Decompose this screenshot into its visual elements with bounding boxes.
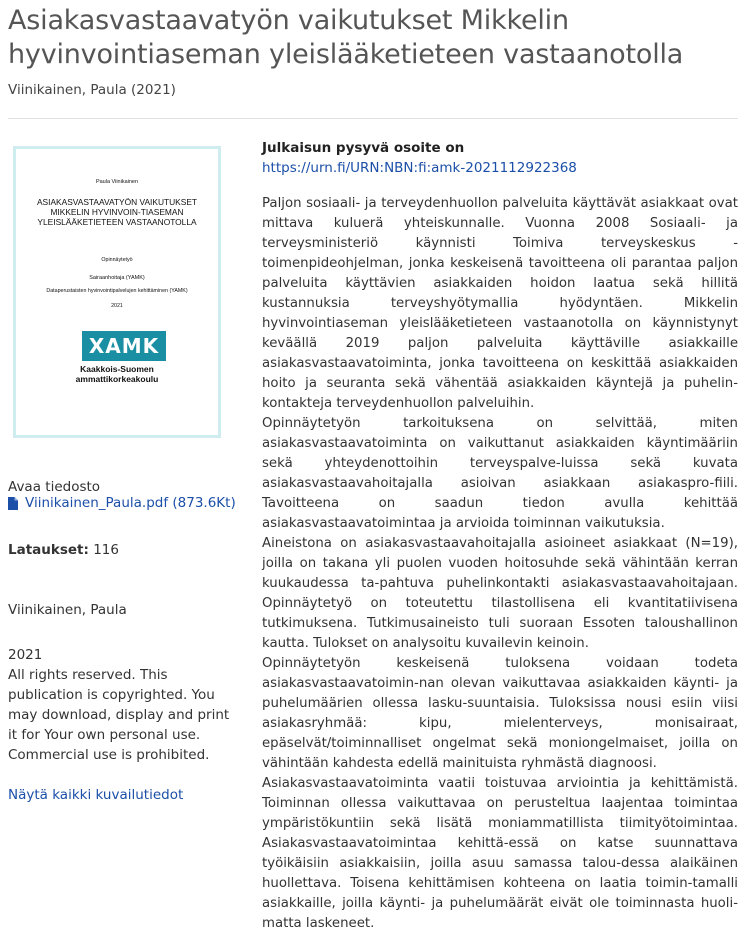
thumbnail-year: 2021 [111, 303, 123, 309]
permanent-url-link[interactable]: https://urn.fi/URN:NBN:fi:amk-2021112922368 [262, 160, 577, 176]
file-download-row[interactable] [8, 495, 236, 511]
permanent-address-label: Julkaisun pysyvä osoite on [262, 140, 465, 156]
abstract-paragraph: Aineistona on asiakasvastaavahoitajalla asioineet asiakkaat (N=19), joilla on takana yli puolen vuoden hoitosuhde sekä vähintään kerran kuukaudessa ta-pahtuva puhelinkontakti asiakasvastaavahoitajaan. Opinnäytetyö on toteutettu tilastollisena eli kvantitatiivisena tutkimuksena. Tutkimusaineisto tuli suoraan Essoten taloushallinon kautta. Tulokset on analysoitu kuvailevin keinoin. [262, 536, 738, 651]
logo-subtitle-2: ammattikorkeakoulu [75, 374, 159, 384]
show-all-metadata-link[interactable]: Näytä kaikki kuvailutiedot [8, 787, 184, 803]
page-title: Asiakasvastaavatyön vaikutukset Mikkelin hyvinvointiaseman yleislääketieteen vastaanotolla [8, 5, 684, 70]
open-file-label: Avaa tiedosto [8, 479, 101, 495]
downloads-label: Lataukset: [8, 542, 89, 558]
thumbnail-degree: Sairaanhoitaja (YAMK) [89, 275, 145, 281]
downloads-count [8, 540, 119, 560]
xamk-logo [82, 331, 166, 361]
sidebar-author: Viinikainen, Paula [8, 602, 127, 618]
downloads-value: 116 [93, 542, 119, 558]
logo-text: XAMK [88, 334, 160, 358]
abstract-paragraph: Opinnäytetyön keskeisenä tuloksena voidaan todeta asiakasvastaavatoimin-nan olevan vaikuttavaa asiakkaiden käynti- ja puhelumäärien ollessa lasku-suuntaisia. Tuloksissa nousi esiin viisi asiakasryhmää: kipu, mielenterveys, monisairaat, epäselvät/toiminnalliset ongelmat sekä moniongelmaiset, joilla on vähintään kahdesta edellä mainituista ryhmästä diagnoosi. [262, 656, 738, 771]
file-download-link[interactable]: Viinikainen_Paula.pdf (873.6Kt) [25, 495, 236, 511]
author-year-line: Viinikainen, Paula (2021) [8, 82, 176, 98]
divider [8, 118, 738, 119]
thumbnail-kind: Opinnäytetyö [101, 257, 133, 263]
file-icon [8, 497, 18, 510]
thumbnail-author: Paula Viinikainen [95, 179, 139, 185]
thesis-cover-thumbnail[interactable] [13, 146, 221, 438]
thumbnail-programme: Dataperustaisten hyvinvointipalvelujen kehittäminen (YAMK) [46, 288, 188, 294]
sidebar-year: 2021 [8, 647, 43, 663]
rights-statement: All rights reserved. This publication is copyrighted. You may download, display and print it for Your own personal use. Commercial use is prohibited. [8, 667, 230, 763]
abstract-paragraph: Opinnäytetyön tarkoituksena on selvittää, miten asiakasvastaavatoiminta on vaikuttanut asiakkaiden käyntimääriin sekä yhteydenottoihin terveyspalve-luissa sekä kuvata asiakasvastaavahoitajalla asioivan asiakkaan asiakaspro-fiili. Tavoitteena on saadun tiedon avulla kehittää asiakasvastaavatoimintaa ja arvioida toiminnan vaikutuksia. [262, 416, 738, 531]
abstract-paragraph: Paljon sosiaali- ja terveydenhuollon palveluita käyttävät asiakkaat ovat mittava kuluerä yhteiskunnalle. Vuonna 2008 Sosiaali- ja terveysministeriö käynnisti Toimiva terveyskeskus -toimenpideohjelman, jonka keskeisenä tavoitteena oli parantaa paljon palveluita käyttävien asiakkaiden hoidon laatua sekä hillitä kustannuksia terveyshyötymallia hyödyntäen. Mikkelin hyvinvointiaseman yleislääketieteen vastaanotolla on käynnistynyt keväällä 2019 paljon palveluita käyttäville asiakkaille asiakasvastaavatoiminta, jonka tavoitteena on keskittää asiakkaiden hoito ja seuranta sekä vähentää asiakkaiden käyntejä ja puhelin-kontakteja terveydenhuollon palveluihin. [262, 196, 738, 411]
thumbnail-title: ASIAKASVASTAAVATYÖN VAIKUTUKSET MIKKELIN HYVINVOIN-TIASEMAN YLEISLÄÄKETIETEEN VASTAANOTOLLA [36, 197, 198, 227]
abstract [262, 194, 738, 934]
logo-subtitle-1: Kaakkois-Suomen [80, 364, 154, 374]
abstract-paragraph: Asiakasvastaavatoiminta vaatii toistuvaa arviointia ja kehittämistä. Toiminnan ollessa vaikuttavaa on perusteltua laajentaa toimintaa ympäristökuntiin sekä lisätä moniammatillista tiimityötoimintaa. Asiakasvastaavatoimintaa kehittä-essä on katse suunnattava työikäisiin asiakkaisiin, joilla asuu samassa talou-dessa alaikäinen huollettava. Toisena kehittämisen kohteena on laatia toimin-tamalli asiakkaille, joilla käynti- ja puhelumäärät eivät ole toiminnasta huoli-matta laskeneet. [262, 776, 738, 931]
